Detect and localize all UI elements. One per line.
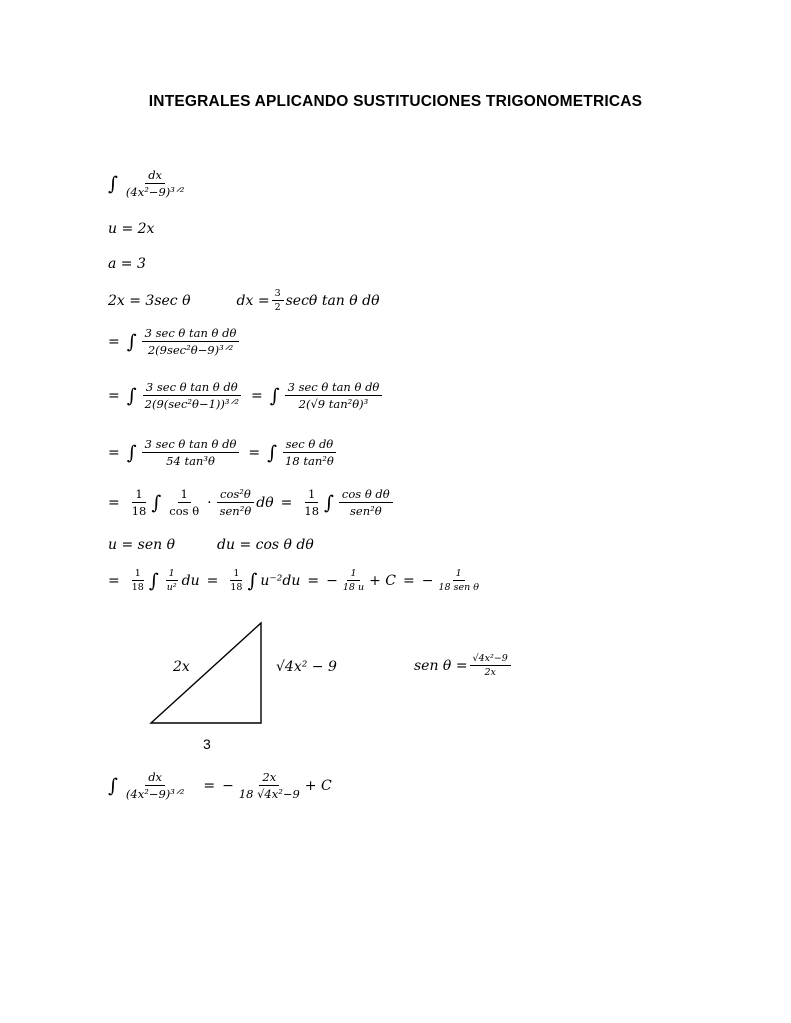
triangle-shape bbox=[151, 623, 261, 723]
integral-sign: ∫ bbox=[108, 172, 118, 195]
fraction-numerator: √4x²−9 bbox=[470, 653, 511, 666]
fraction-numerator: 1 bbox=[166, 568, 178, 581]
fraction-denominator: 18 sen θ bbox=[438, 582, 479, 593]
final-result: ∫ $\frac{dx}{\text{(4x²−9)³ᐟ²}}$ = − $\frac{2x}{\text{18 √4x²−9}}$ + C bbox=[108, 770, 332, 801]
u-sen-definition: u = sen θ bbox=[108, 537, 176, 553]
fraction-numerator: 3 bbox=[272, 288, 284, 301]
a-definition: a = 3 bbox=[108, 256, 146, 272]
fraction-numerator: 1 bbox=[132, 487, 145, 503]
u-power-body: u⁻²du bbox=[260, 572, 301, 589]
fraction-numerator: 1 bbox=[347, 568, 359, 581]
substitution-left: 2x = 3sec θ bbox=[108, 292, 191, 309]
opposite-side-label: √4x² − 9 bbox=[276, 659, 337, 675]
fraction-denominator: 2 bbox=[274, 302, 281, 313]
fraction-denominator: 18 bbox=[304, 504, 320, 518]
fraction-denominator: 54 tan³θ bbox=[166, 454, 215, 468]
u-definition: u = 2x bbox=[108, 221, 155, 237]
constant-c: + C bbox=[369, 572, 396, 589]
fraction-numerator: 3 sec θ tan θ dθ bbox=[142, 437, 240, 453]
du-definition: du = cos θ dθ bbox=[217, 537, 314, 553]
step-line-5: = ∫ $\frac{\text{3 sec θ tan θ dθ}}{\text{2(9(sec²θ−1))³ᐟ²}}$ = ∫ $\frac{\text{3 sec θ tan θ dθ}}{\text{2(√9 tan²θ)³}}$ bbox=[108, 380, 384, 411]
fraction-denominator: (4x²−9)³ᐟ² bbox=[125, 185, 185, 199]
second-substitution bbox=[108, 537, 314, 553]
fraction-numerator: 1 bbox=[305, 487, 318, 503]
dx-rhs: secθ tan θ dθ bbox=[285, 292, 380, 309]
fraction-numerator: 3 sec θ tan θ dθ bbox=[285, 380, 383, 396]
du-tail: du bbox=[181, 572, 200, 589]
fraction-denominator: 18 √4x²−9 bbox=[238, 787, 300, 801]
fraction-numerator: sec θ dθ bbox=[283, 437, 337, 453]
fraction-denominator: sen²θ bbox=[349, 504, 382, 518]
fraction-numerator: 1 bbox=[132, 568, 144, 581]
fraction-denominator: 18 bbox=[230, 582, 243, 593]
step-line-4: = ∫ $\frac{\text{3 sec θ tan θ dθ}}{\text{2(9sec²θ−9)³ᐟ²}}$ bbox=[108, 326, 241, 357]
dx-lhs: dx = bbox=[236, 292, 270, 309]
fraction-numerator: cos θ dθ bbox=[339, 487, 393, 503]
d-theta: dθ bbox=[256, 494, 274, 511]
page-title: INTEGRALES APLICANDO SUSTITUCIONES TRIGONOMETRICAS bbox=[148, 93, 643, 110]
fraction-denominator: (4x²−9)³ᐟ² bbox=[125, 787, 185, 801]
fraction-denominator: 18 bbox=[131, 504, 147, 518]
fraction-numerator: 2x bbox=[259, 770, 279, 786]
base-label: 3 bbox=[203, 736, 211, 752]
hypotenuse-label: 2x bbox=[173, 659, 190, 675]
integral-statement bbox=[108, 168, 189, 199]
fraction-denominator: 2(9(sec²θ−1))³ᐟ² bbox=[144, 397, 239, 411]
fraction-denominator: 18 u bbox=[342, 582, 365, 593]
fraction-numerator: dx bbox=[145, 770, 165, 786]
fraction-numerator: dx bbox=[145, 168, 165, 184]
fraction-denominator: sen²θ bbox=[219, 504, 252, 518]
step-line-9: = $\frac{1}{18}$ ∫ $\frac{1}{\text{u²}}$ du = $\frac{1}{18}$ ∫ u⁻²du = − $\frac{1}{18 u}$ + C = − $\frac{1}{\text{18 sen θ}}$ bbox=[108, 568, 484, 593]
fraction-numerator: cos²θ bbox=[217, 487, 254, 503]
sen-theta-relation bbox=[414, 653, 513, 678]
fraction-denominator: 2(√9 tan²θ)³ bbox=[298, 397, 369, 411]
sen-lhs: sen θ = bbox=[414, 657, 468, 674]
fraction-numerator: 1 bbox=[453, 568, 465, 581]
fraction-denominator: u² bbox=[166, 582, 177, 593]
fraction-denominator: 18 tan²θ bbox=[285, 454, 334, 468]
fraction-denominator: 2(9sec²θ−9)³ᐟ² bbox=[147, 343, 234, 357]
constant-c: + C bbox=[304, 777, 332, 794]
step-line-7: = $\frac{1}{18}$ ∫ $\frac{1}{\text{cos θ}}$ · $\frac{\text{cos²θ}}{\text{sen²θ}}$ dθ = $\frac{1}{18}$ ∫ $\frac{\text{cos θ dθ}}{\text{sen²θ}}$ bbox=[108, 487, 395, 518]
fraction-denominator: 2x bbox=[484, 667, 496, 678]
fraction-numerator: 3 sec θ tan θ dθ bbox=[142, 326, 240, 342]
fraction-numerator: 3 sec θ tan θ dθ bbox=[143, 380, 241, 396]
substitution-line bbox=[108, 288, 380, 313]
step-line-6: = ∫ $\frac{\text{3 sec θ tan θ dθ}}{\text{54 tan³θ}}$ = ∫ $\frac{\text{sec θ dθ}}{\text{18 tan²θ}}$ bbox=[108, 437, 339, 468]
fraction-denominator: 18 bbox=[131, 582, 144, 593]
fraction-numerator: 1 bbox=[230, 568, 242, 581]
right-triangle-figure bbox=[148, 620, 268, 728]
fraction-denominator: cos θ bbox=[169, 504, 200, 518]
fraction-numerator: 1 bbox=[178, 487, 191, 503]
